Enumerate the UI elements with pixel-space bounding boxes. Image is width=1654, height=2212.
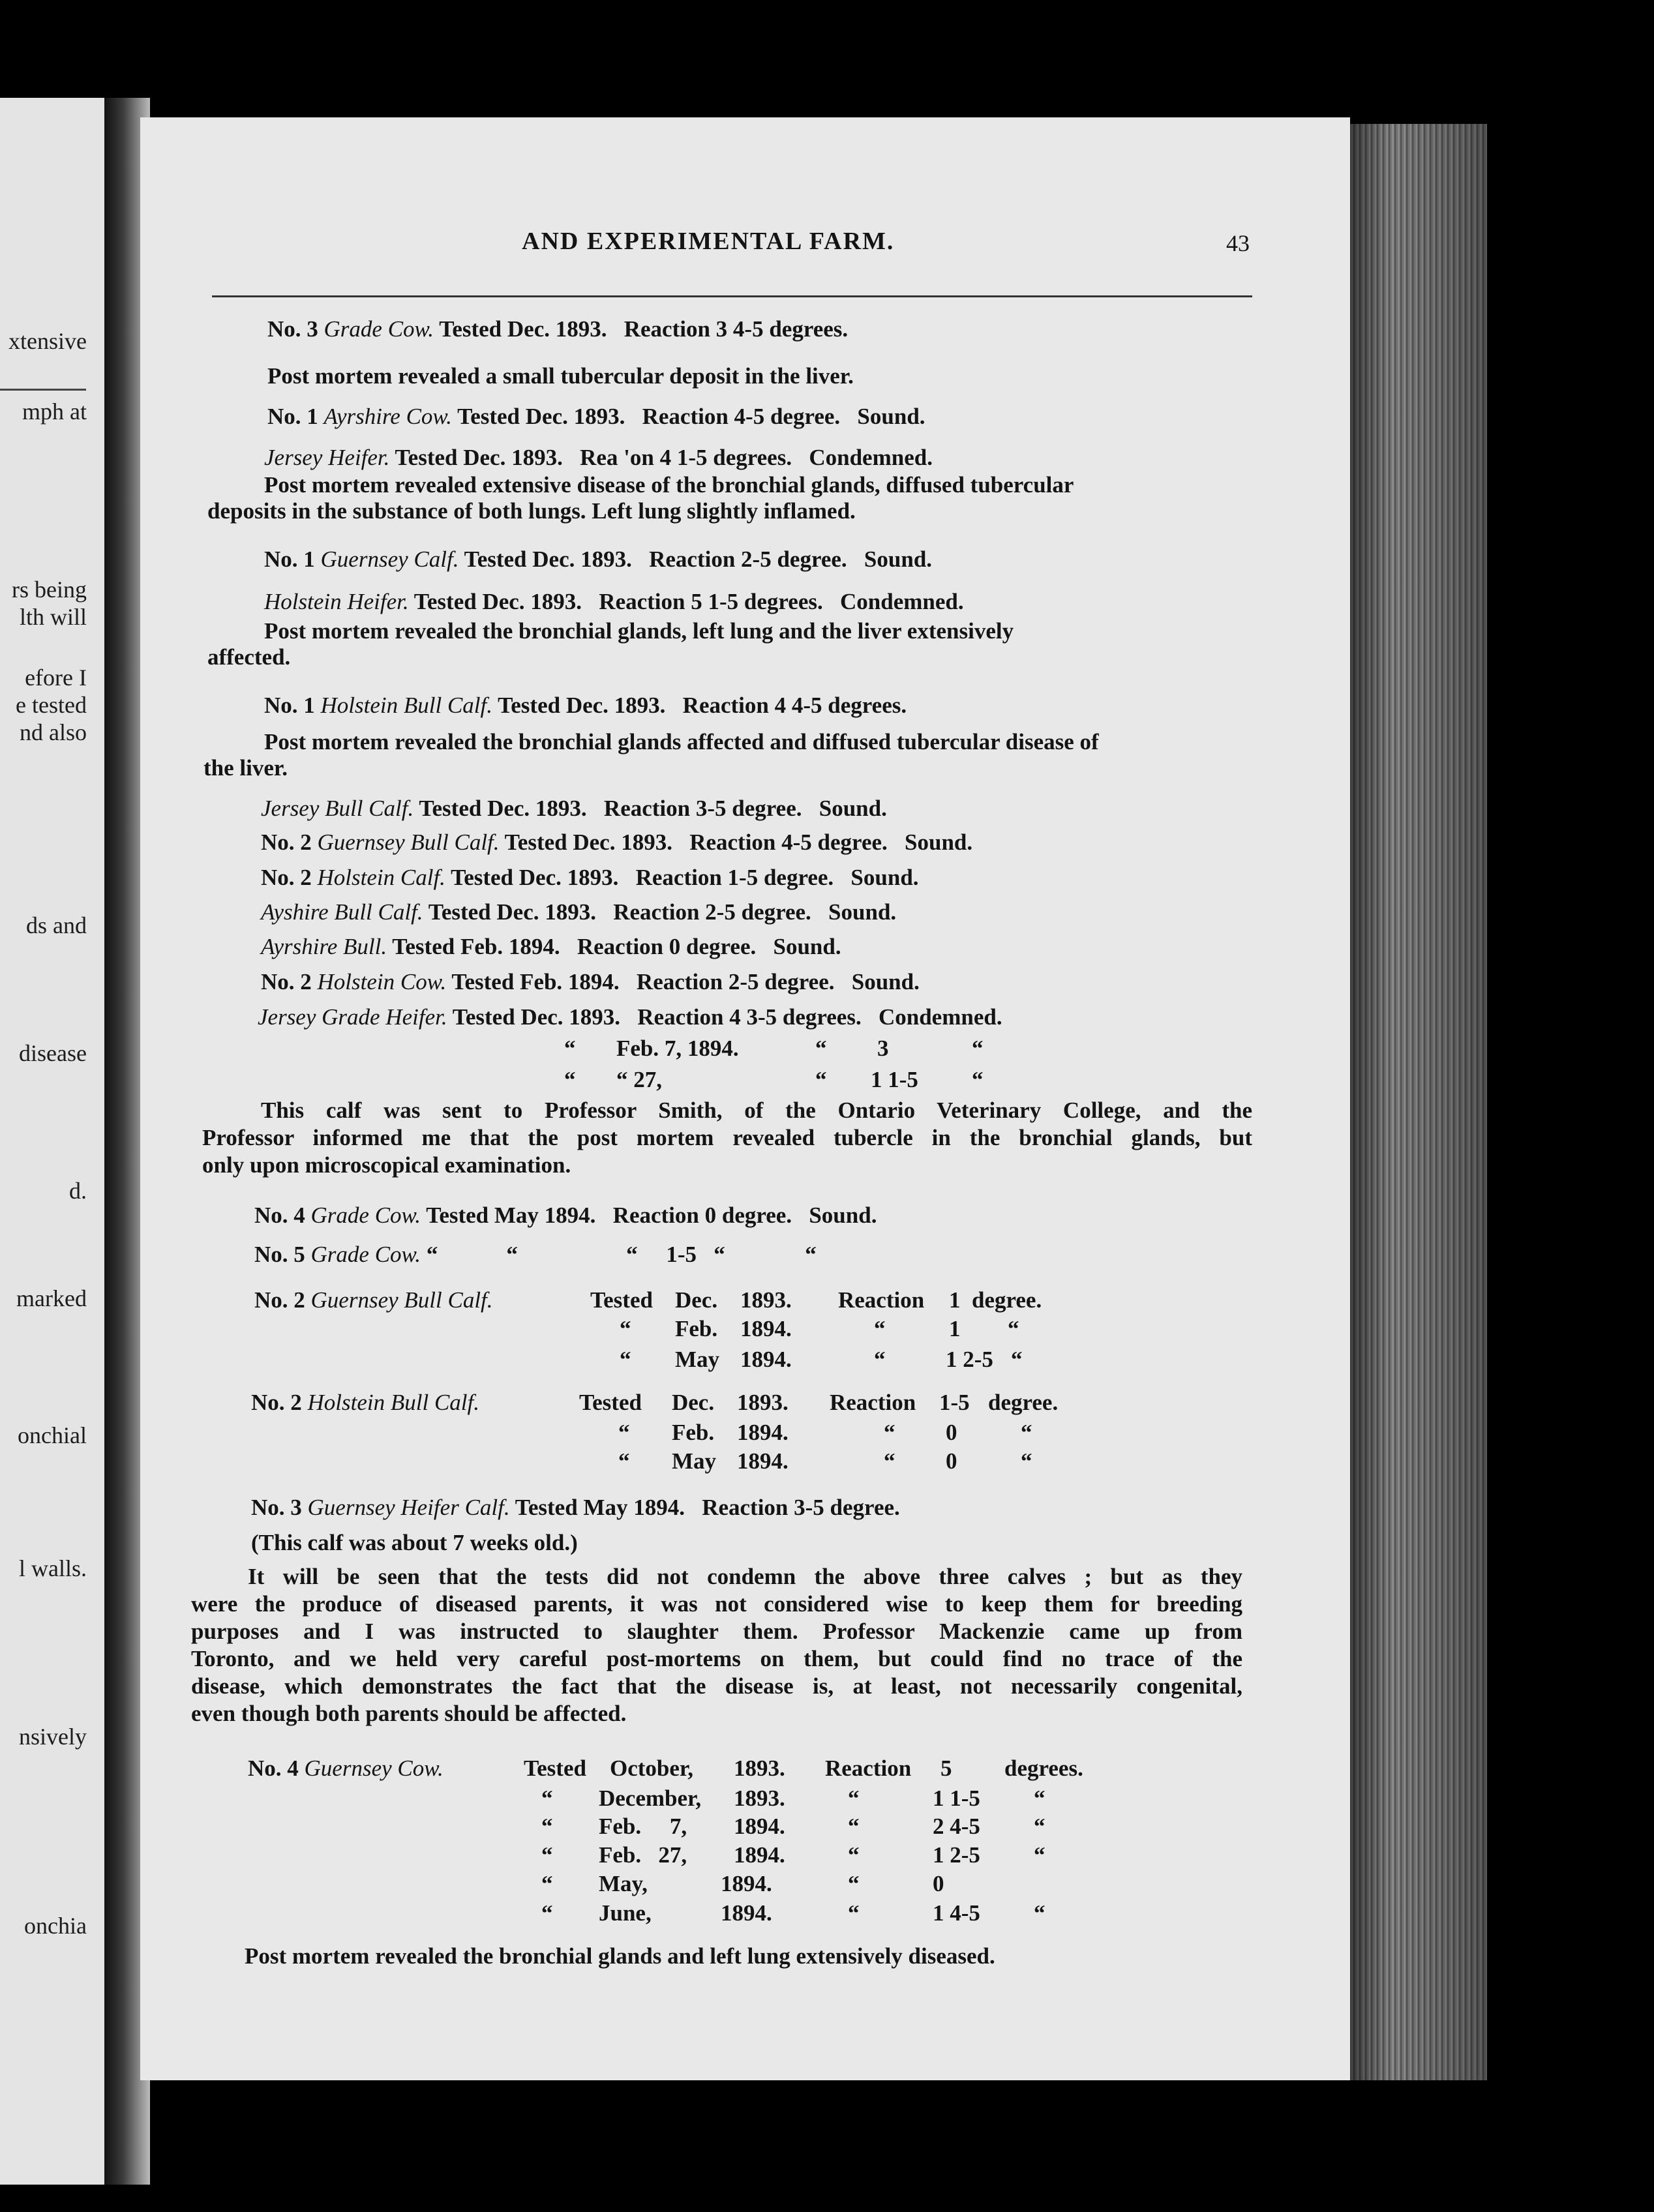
- facing-text: efore I: [25, 665, 87, 691]
- test-entry: No. 1 Ayrshire Cow. Tested Dec. 1893. Reaction 4-5 degree. Sound.: [267, 404, 925, 429]
- paragraph-line: It will be seen that the tests did not condemn the above three calves ; but as they: [248, 1564, 1242, 1589]
- paragraph-line: Professor informed me that the post mortem revealed tubercle in the bronchial glands, but: [202, 1125, 1252, 1150]
- running-head: AND EXPERIMENTAL FARM.: [522, 228, 895, 255]
- facing-text: xtensive: [8, 328, 87, 354]
- facing-text: mph at: [22, 398, 87, 425]
- facing-text: l walls.: [19, 1555, 87, 1581]
- test-entry: No. 1 Guernsey Calf. Tested Dec. 1893. Reaction 2-5 degree. Sound.: [264, 546, 933, 572]
- test-entry: Holstein Heifer. Tested Dec. 1893. Reaction 5 1-5 degrees. Condemned.: [264, 589, 964, 614]
- facing-text: nd also: [20, 719, 87, 745]
- paragraph-line: This calf was sent to Professor Smith, of the Ontario Veterinary College, and the: [261, 1098, 1252, 1123]
- test-entry: Ayrshire Bull. Tested Feb. 1894. Reaction 0 degree. Sound.: [261, 934, 841, 959]
- facing-text: rs being: [12, 576, 87, 603]
- test-entry: Jersey Bull Calf. Tested Dec. 1893. Reaction 3-5 degree. Sound.: [261, 796, 887, 821]
- post-mortem-note: affected.: [207, 644, 291, 670]
- test-entry: Jersey Heifer. Tested Dec. 1893. Rea 'on 4 1-5 degrees. Condemned.: [264, 445, 933, 470]
- header-rule: [212, 295, 1252, 297]
- test-entry: No. 2 Holstein Calf. Tested Dec. 1893. Reaction 1-5 degree. Sound.: [261, 865, 919, 890]
- post-mortem-note: Post mortem revealed the bronchial glands and left lung extensively diseased.: [245, 1943, 995, 1969]
- facing-text: onchial: [18, 1422, 87, 1448]
- facing-text: d.: [69, 1178, 87, 1204]
- post-mortem-note: Post mortem revealed the bronchial glands, left lung and the liver extensively: [264, 618, 1014, 644]
- paragraph-line: disease, which demonstrates the fact that the disease is, at least, not necessarily congenital,: [191, 1673, 1242, 1699]
- paragraph-line: even though both parents should be affected.: [191, 1701, 627, 1726]
- post-mortem-note: the liver.: [203, 755, 288, 781]
- facing-text: ds and: [26, 912, 87, 938]
- paragraph-line: Toronto, and we held very careful post-mortems on them, but could find no trace of the: [191, 1646, 1242, 1671]
- post-mortem-note: Post mortem revealed a small tubercular deposit in the liver.: [267, 363, 854, 389]
- facing-page-rule: [0, 389, 86, 391]
- page-header: [0, 227, 1654, 256]
- test-entry: No. 3 Guernsey Heifer Calf. Tested May 1894. Reaction 3-5 degree.: [251, 1495, 900, 1520]
- facing-text: marked: [16, 1285, 87, 1311]
- page-number: 43: [1226, 230, 1250, 256]
- facing-text: nsively: [19, 1724, 87, 1750]
- paragraph-line: only upon microscopical examination.: [202, 1152, 571, 1178]
- test-entry: Ayshire Bull Calf. Tested Dec. 1893. Reaction 2-5 degree. Sound.: [261, 899, 897, 925]
- facing-text: e tested: [16, 692, 87, 718]
- facing-text: onchia: [24, 1913, 87, 1939]
- age-note: (This calf was about 7 weeks old.): [251, 1530, 578, 1555]
- test-entry: No. 2 Holstein Cow. Tested Feb. 1894. Reaction 2-5 degree. Sound.: [261, 969, 920, 994]
- test-entry: No. 1 Holstein Bull Calf. Tested Dec. 1893. Reaction 4 4-5 degrees.: [264, 693, 907, 718]
- paragraph-line: purposes and I was instructed to slaughter them. Professor Mackenzie came up from: [191, 1619, 1242, 1644]
- test-entry: Jersey Grade Heifer. Tested Dec. 1893. Reaction 4 3-5 degrees. Condemned.: [258, 1004, 1002, 1030]
- facing-text: lth will: [19, 604, 87, 630]
- facing-text: disease: [19, 1040, 87, 1066]
- test-entry: No. 5 Grade Cow. “ “ “ 1-5 “ “: [254, 1242, 817, 1267]
- paragraph-line: were the produce of diseased parents, it was not considered wise to keep them for breeding: [191, 1591, 1242, 1617]
- page-edges: [1350, 124, 1487, 2080]
- post-mortem-note: deposits in the substance of both lungs. Left lung slightly inflamed.: [207, 498, 856, 524]
- test-entry: No. 3 Grade Cow. Tested Dec. 1893. Reaction 3 4-5 degrees.: [267, 316, 849, 342]
- test-entry: No. 2 Guernsey Bull Calf. Tested Dec. 1893. Reaction 4-5 degree. Sound.: [261, 830, 973, 855]
- test-entry: No. 4 Grade Cow. Tested May 1894. Reaction 0 degree. Sound.: [254, 1203, 877, 1228]
- post-mortem-note: Post mortem revealed extensive disease of the bronchial glands, diffused tubercular: [264, 472, 1074, 498]
- facing-page: [0, 98, 114, 2185]
- post-mortem-note: Post mortem revealed the bronchial glands affected and diffused tubercular disease of: [264, 729, 1099, 755]
